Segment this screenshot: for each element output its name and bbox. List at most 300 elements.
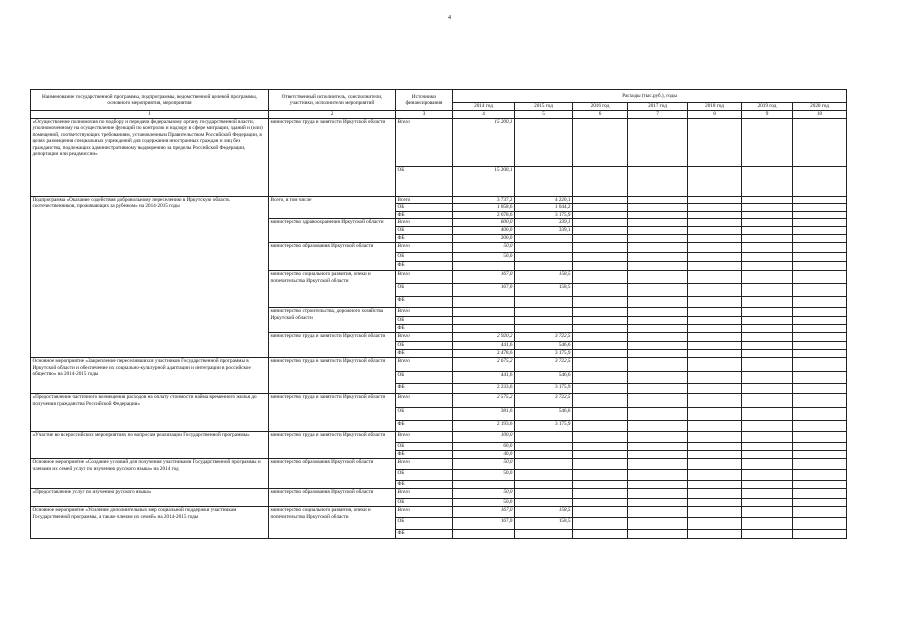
value-2014-cell: 381,6 [453,408,515,421]
empty-year-cell [628,489,688,499]
value-2014-cell [453,308,515,317]
funding-source-cell: Всего [396,489,453,499]
empty-year-cell [742,421,793,432]
empty-year-cell [573,489,628,499]
empty-year-cell [742,196,793,204]
value-2015-cell: 3 722,5 [515,394,573,408]
empty-year-cell [628,262,688,271]
empty-year-cell [793,372,847,384]
empty-year-cell [628,235,688,243]
empty-year-cell [573,443,628,451]
empty-year-cell [793,204,847,212]
empty-year-cell [573,459,628,470]
empty-year-cell [793,297,847,308]
value-2014-cell [453,317,515,325]
empty-year-cell [628,358,688,372]
empty-year-cell [688,235,742,243]
empty-year-cell [742,333,793,342]
empty-year-cell [573,358,628,372]
table-row [31,394,847,408]
value-2014-cell: 2 678,6 [453,211,515,219]
table-row [31,358,847,372]
empty-year-cell [793,166,847,196]
empty-year-cell [793,451,847,459]
empty-year-cell [793,211,847,219]
empty-year-cell [793,317,847,325]
header-year: 2020 год [793,103,847,111]
header-year: 2015 год [515,103,573,111]
value-2014-cell: 441,6 [453,342,515,350]
empty-year-cell [688,421,742,432]
empty-year-cell [742,518,793,530]
empty-year-cell [688,451,742,459]
value-2015-cell: 3 722,5 [515,333,573,342]
empty-year-cell [573,284,628,297]
executor-cell: министерство социального развития, опеки и попечительства Иркутской области [269,271,396,308]
value-2015-cell: 158,5 [515,284,573,297]
empty-year-cell [628,481,688,489]
value-2014-cell: 2 575,2 [453,394,515,408]
empty-year-cell [628,333,688,342]
funding-source-cell: ФБ [396,481,453,489]
empty-year-cell [628,408,688,421]
value-2014-cell: 50,0 [453,489,515,499]
empty-year-cell [688,481,742,489]
value-2014-cell: 3 737,2 [453,196,515,204]
empty-year-cell [688,432,742,443]
funding-source-cell: ФБ [396,350,453,358]
funding-source-cell: ОБ [396,166,453,196]
empty-year-cell [628,384,688,394]
empty-year-cell [793,394,847,408]
empty-year-cell [628,350,688,358]
empty-year-cell [573,507,628,518]
executor-cell: министерство строительства, дорожного хозяйства Иркутской области [269,308,396,333]
value-2014-cell: 50,0 [453,253,515,262]
value-2015-cell [515,459,573,470]
empty-year-cell [628,227,688,235]
empty-year-cell [573,481,628,489]
column-number: 10 [793,111,847,119]
funding-source-cell: Всего [396,118,453,166]
empty-year-cell [688,459,742,470]
empty-year-cell [742,530,793,539]
empty-year-cell [573,219,628,227]
program-name-cell: «Предоставление услуг по изучению русского языка» [31,489,269,507]
table-row [31,432,847,443]
empty-year-cell [628,243,688,253]
empty-year-cell [793,219,847,227]
header-year: 2016 год [573,103,628,111]
program-name-cell: «Участие во всероссийских мероприятиях по вопросам реализации Государственной программы» [31,432,269,459]
value-2015-cell: 339,1 [515,227,573,235]
empty-year-cell [573,227,628,235]
empty-year-cell [688,253,742,262]
empty-year-cell [742,325,793,333]
empty-year-cell [573,372,628,384]
value-2014-cell [453,530,515,539]
empty-year-cell [628,271,688,284]
header-executor: Ответственный исполнитель, соисполнители, участники, исполнители мероприятий [269,90,396,111]
empty-year-cell [573,333,628,342]
empty-year-cell [628,459,688,470]
value-2015-cell: 158,5 [515,518,573,530]
empty-year-cell [793,271,847,284]
empty-year-cell [742,394,793,408]
empty-year-cell [573,317,628,325]
executor-cell: Всего, в том числе [269,196,396,219]
empty-year-cell [688,443,742,451]
empty-year-cell [573,350,628,358]
empty-year-cell [573,297,628,308]
value-2015-cell [515,443,573,451]
empty-year-cell [628,507,688,518]
value-2015-cell [515,262,573,271]
funding-source-cell: ФБ [396,384,453,394]
funding-source-cell: ФБ [396,297,453,308]
empty-year-cell [573,530,628,539]
value-2014-cell: 15 200,1 [453,118,515,166]
program-name-cell: Подпрограмма «Оказание содействия добровольному переселению в Иркутскую область соотечественников, проживающих за рубежом» на 2014-2015 годы [31,196,269,358]
empty-year-cell [573,518,628,530]
empty-year-cell [628,308,688,317]
empty-year-cell [793,443,847,451]
empty-year-cell [793,308,847,317]
empty-year-cell [742,243,793,253]
value-2015-cell: 158,5 [515,271,573,284]
empty-year-cell [742,308,793,317]
empty-year-cell [628,518,688,530]
funding-source-cell: Всего [396,459,453,470]
empty-year-cell [573,470,628,481]
value-2014-cell: 2 193,6 [453,421,515,432]
empty-year-cell [573,384,628,394]
value-2014-cell: 167,0 [453,518,515,530]
value-2015-cell: 1 044,2 [515,204,573,212]
value-2015-cell: 339,1 [515,219,573,227]
empty-year-cell [742,284,793,297]
empty-year-cell [573,432,628,443]
empty-year-cell [573,243,628,253]
empty-year-cell [793,358,847,372]
value-2015-cell [515,470,573,481]
empty-year-cell [688,166,742,196]
table-row [31,459,847,470]
empty-year-cell [742,358,793,372]
empty-year-cell [688,219,742,227]
executor-cell: министерство образования Иркутской области [269,459,396,489]
column-number: 4 [453,111,515,119]
value-2015-cell: 3 175,9 [515,211,573,219]
value-2014-cell: 600,0 [453,219,515,227]
value-2014-cell: 200,0 [453,235,515,243]
funding-source-cell: ОБ [396,253,453,262]
empty-year-cell [688,499,742,507]
empty-year-cell [688,262,742,271]
empty-year-cell [573,325,628,333]
executor-cell: министерство здравоохранения Иркутской области [269,219,396,243]
funding-source-cell: Всего [396,333,453,342]
empty-year-cell [688,489,742,499]
funding-source-cell: ФБ [396,421,453,432]
empty-year-cell [742,118,793,166]
value-2015-cell [515,297,573,308]
empty-year-cell [793,342,847,350]
empty-year-cell [628,118,688,166]
empty-year-cell [793,507,847,518]
empty-year-cell [573,308,628,317]
empty-year-cell [688,118,742,166]
empty-year-cell [793,408,847,421]
empty-year-cell [742,499,793,507]
funding-source-cell: ФБ [396,262,453,271]
value-2015-cell: 546,6 [515,372,573,384]
budget-table [30,89,847,539]
executor-cell: министерство образования Иркутской области [269,489,396,507]
program-name-cell: Основное мероприятие «Закрепление переселившихся участников Государственной программы в Иркутской области и обеспечение их социально-культурной адаптации и интеграции в российское общество» на 2014-2015 годы [31,358,269,394]
value-2014-cell: 40,0 [453,451,515,459]
empty-year-cell [628,421,688,432]
empty-year-cell [793,384,847,394]
header-expenses: Расходы (тыс.руб.), годы [453,90,847,103]
funding-source-cell: Всего [396,358,453,372]
empty-year-cell [688,470,742,481]
funding-source-cell: ФБ [396,325,453,333]
empty-year-cell [742,253,793,262]
header-year: 2014 год [453,103,515,111]
column-number: 8 [688,111,742,119]
column-number: 7 [628,111,688,119]
empty-year-cell [628,166,688,196]
value-2014-cell: 2 920,2 [453,333,515,342]
empty-year-cell [742,271,793,284]
empty-year-cell [742,372,793,384]
value-2015-cell [515,253,573,262]
funding-source-cell: Всего [396,243,453,253]
empty-year-cell [793,118,847,166]
value-2015-cell: 158,5 [515,507,573,518]
value-2015-cell [515,481,573,489]
empty-year-cell [573,342,628,350]
empty-year-cell [688,243,742,253]
value-2014-cell [453,325,515,333]
value-2014-cell: 100,0 [453,432,515,443]
funding-source-cell: ОБ [396,317,453,325]
header-year: 2018 год [688,103,742,111]
empty-year-cell [793,227,847,235]
empty-year-cell [793,530,847,539]
value-2014-cell: 2 675,2 [453,358,515,372]
empty-year-cell [742,443,793,451]
value-2014-cell: 2 478,6 [453,350,515,358]
empty-year-cell [742,342,793,350]
value-2015-cell [515,451,573,459]
empty-year-cell [628,470,688,481]
column-number: 9 [742,111,793,119]
executor-cell: министерство образования Иркутской области [269,243,396,271]
value-2014-cell: 50,0 [453,459,515,470]
empty-year-cell [628,297,688,308]
empty-year-cell [688,308,742,317]
column-number: 5 [515,111,573,119]
empty-year-cell [688,518,742,530]
table-row [31,507,847,518]
empty-year-cell [688,530,742,539]
empty-year-cell [688,227,742,235]
program-name-cell: «Осуществление полномочия по подбору и передачи федеральному органу государственной власти, уполномоченному на осуществление функций по контролю и надзору в сфере миграции, зданий и (или) помещений, соответствующих требованиям, установленным Правительством Российской Федерации, в целях размещения специальных учреждений для содержания иностранных граждан и лиц без гражданства, подлежащих административному выдворению за пределы Российской Федерации, депортации или реадмиссии» [31,118,269,196]
empty-year-cell [628,325,688,333]
empty-year-cell [793,432,847,443]
empty-year-cell [688,372,742,384]
empty-year-cell [573,262,628,271]
value-2014-cell [453,262,515,271]
funding-source-cell: ФБ [396,211,453,219]
table-row [31,118,847,166]
empty-year-cell [688,342,742,350]
funding-source-cell: ОБ [396,518,453,530]
empty-year-cell [628,432,688,443]
empty-year-cell [688,325,742,333]
empty-year-cell [628,219,688,227]
value-2015-cell: 546,6 [515,408,573,421]
empty-year-cell [793,421,847,432]
empty-year-cell [793,253,847,262]
funding-source-cell: ОБ [396,499,453,507]
value-2014-cell: 167,0 [453,284,515,297]
empty-year-cell [742,235,793,243]
program-name-cell: Основное мероприятие «Усиление дополнительных мер социальной поддержки участникам Государственной программы, а также членам их семей» на 2014-2015 годы [31,507,269,539]
funding-source-cell: Всего [396,219,453,227]
empty-year-cell [573,408,628,421]
value-2014-cell: 2 233,6 [453,384,515,394]
empty-year-cell [688,196,742,204]
empty-year-cell [793,499,847,507]
empty-year-cell [793,350,847,358]
empty-year-cell [742,262,793,271]
empty-year-cell [742,408,793,421]
value-2015-cell: 3 175,9 [515,350,573,358]
funding-source-cell: ОБ [396,342,453,350]
value-2015-cell [515,530,573,539]
empty-year-cell [688,333,742,342]
empty-year-cell [573,451,628,459]
empty-year-cell [688,297,742,308]
empty-year-cell [688,211,742,219]
empty-year-cell [688,358,742,372]
empty-year-cell [793,481,847,489]
value-2014-cell: 400,0 [453,227,515,235]
header-year: 2017 год [628,103,688,111]
value-2015-cell: 546,6 [515,342,573,350]
empty-year-cell [742,350,793,358]
empty-year-cell [628,342,688,350]
empty-year-cell [742,432,793,443]
column-number: 3 [396,111,453,119]
empty-year-cell [793,243,847,253]
funding-source-cell: Всего [396,308,453,317]
empty-year-cell [628,530,688,539]
empty-year-cell [793,470,847,481]
empty-year-cell [793,196,847,204]
value-2015-cell: 4 220,1 [515,196,573,204]
empty-year-cell [573,499,628,507]
empty-year-cell [628,394,688,408]
funding-source-cell: Всего [396,507,453,518]
executor-cell: министерство социального развития, опеки и попечительства Иркутской области [269,507,396,539]
value-2014-cell: 167,0 [453,507,515,518]
empty-year-cell [742,211,793,219]
empty-year-cell [793,518,847,530]
value-2015-cell: 3 722,5 [515,358,573,372]
empty-year-cell [793,333,847,342]
header-program: Наименование государственной программы, подпрограммы, ведомственной целевой программы, основного мероприятия, мероприятия [31,90,269,111]
executor-cell: министерство труда и занятости Иркутской области [269,358,396,394]
value-2015-cell [515,489,573,499]
value-2015-cell [515,243,573,253]
empty-year-cell [742,507,793,518]
value-2015-cell [515,325,573,333]
empty-year-cell [793,262,847,271]
empty-year-cell [688,204,742,212]
empty-year-cell [573,118,628,166]
value-2014-cell: 50,0 [453,470,515,481]
empty-year-cell [742,297,793,308]
empty-year-cell [628,204,688,212]
value-2015-cell [515,317,573,325]
empty-year-cell [688,394,742,408]
value-2014-cell [453,481,515,489]
empty-year-cell [573,271,628,284]
empty-year-cell [688,271,742,284]
empty-year-cell [688,317,742,325]
executor-cell: министерство труда и занятости Иркутской области [269,394,396,432]
funding-source-cell: Всего [396,196,453,204]
value-2014-cell: 15 200,1 [453,166,515,196]
value-2015-cell [515,118,573,166]
empty-year-cell [793,325,847,333]
table-row [31,196,847,204]
funding-source-cell: ОБ [396,372,453,384]
value-2015-cell [515,166,573,196]
funding-source-cell: ОБ [396,204,453,212]
funding-source-cell: ФБ [396,235,453,243]
funding-source-cell: ОБ [396,227,453,235]
value-2014-cell: 60,0 [453,443,515,451]
empty-year-cell [742,384,793,394]
value-2014-cell: 1 058,6 [453,204,515,212]
empty-year-cell [793,235,847,243]
empty-year-cell [742,317,793,325]
value-2014-cell: 441,6 [453,372,515,384]
empty-year-cell [573,196,628,204]
funding-source-cell: ОБ [396,470,453,481]
column-number: 6 [573,111,628,119]
empty-year-cell [628,443,688,451]
value-2014-cell: 167,0 [453,271,515,284]
empty-year-cell [573,394,628,408]
funding-source-cell: ФБ [396,530,453,539]
value-2014-cell [453,297,515,308]
empty-year-cell [742,489,793,499]
empty-year-cell [573,235,628,243]
empty-year-cell [742,470,793,481]
funding-source-cell: ОБ [396,443,453,451]
empty-year-cell [688,507,742,518]
funding-source-cell: ОБ [396,284,453,297]
page-number: 4 [448,15,451,21]
empty-year-cell [573,211,628,219]
column-number: 1 [31,111,269,119]
